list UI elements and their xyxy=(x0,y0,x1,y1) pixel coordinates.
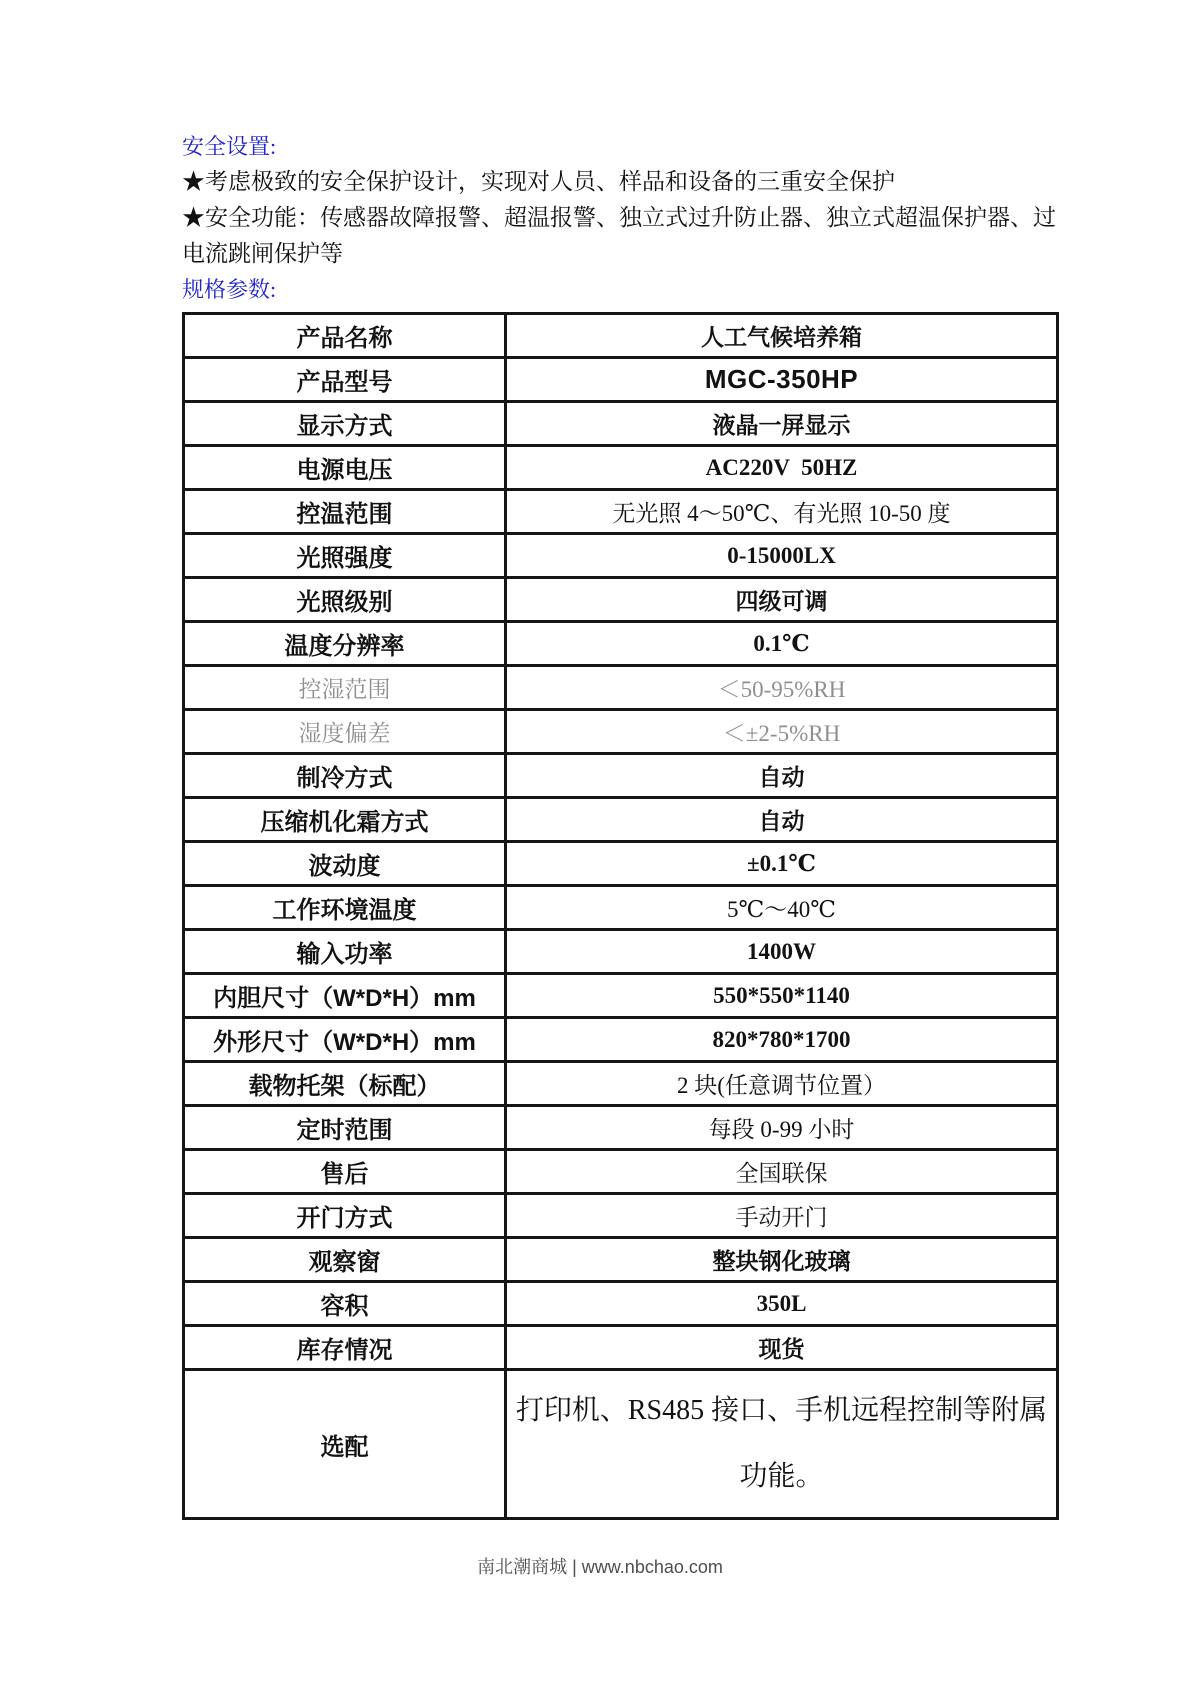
table-row xyxy=(185,447,1056,491)
table-row xyxy=(185,623,1056,667)
spec-value-cell: 全国联保 xyxy=(735,1161,828,1186)
spec-label-cell: 压缩机化霜方式 xyxy=(185,799,507,840)
safety-settings-heading: 安全设置: xyxy=(182,134,277,159)
spec-label-cell: 制冷方式 xyxy=(185,755,507,796)
spec-value-cell: ＜50-95%RH xyxy=(717,677,846,702)
spec-value-cell: 0-15000LX xyxy=(727,542,836,568)
spec-label-cell: 容积 xyxy=(185,1283,507,1324)
spec-value-cell: 自动 xyxy=(758,808,805,834)
spec-value-cell: 820*780*1700 xyxy=(712,1026,851,1052)
spec-value-cell: MGC-350HP xyxy=(704,364,859,394)
spec-label-cell: 显示方式 xyxy=(185,403,507,444)
table-row xyxy=(185,1327,1056,1371)
safety-bullet-1: ★考虑极致的安全保护设计，实现对人员、样品和设备的三重安全保护 xyxy=(182,169,895,194)
spec-value-cell: 每段 0-99 小时 xyxy=(708,1117,855,1142)
spec-label-cell: 售后 xyxy=(185,1151,507,1192)
spec-value-cell: ±0.1℃ xyxy=(747,851,816,876)
spec-label-cell: 工作环境温度 xyxy=(185,887,507,928)
safety-bullet-2: ★安全功能：传感器故障报警、超温报警、独立式过升防止器、独立式超温保护器、过电流跳闸保护等 xyxy=(182,205,1056,266)
table-row xyxy=(185,843,1056,887)
spec-label-cell: 控温范围 xyxy=(185,491,507,532)
spec-label-cell: 开门方式 xyxy=(185,1195,507,1236)
spec-value-cell: 打印机、RS485 接口、手机远程控制等附属功能。 xyxy=(515,1395,1048,1492)
spec-value-cell: 液晶一屏显示 xyxy=(712,412,851,438)
table-row xyxy=(185,579,1056,623)
spec-label-cell: 波动度 xyxy=(185,843,507,884)
spec-value-cell: 0.1℃ xyxy=(753,631,810,656)
table-row xyxy=(185,1151,1056,1195)
spec-value-cell: 1400W xyxy=(747,938,816,964)
table-row xyxy=(185,1283,1056,1327)
spec-table xyxy=(182,312,1059,1520)
spec-label-cell: 光照级别 xyxy=(185,579,507,620)
table-row xyxy=(185,1239,1056,1283)
table-row xyxy=(185,1019,1056,1063)
spec-value-cell: 2 块(任意调节位置） xyxy=(677,1073,886,1098)
table-row xyxy=(185,1107,1056,1151)
table-row xyxy=(185,711,1056,755)
spec-value-cell: 自动 xyxy=(758,764,805,790)
spec-label-cell: 温度分辨率 xyxy=(185,623,507,664)
spec-value-cell: 四级可调 xyxy=(735,588,828,614)
spec-label-cell: 选配 xyxy=(185,1371,507,1517)
spec-label-cell: 产品名称 xyxy=(185,315,507,356)
spec-label-cell: 库存情况 xyxy=(185,1327,507,1368)
spec-label-cell: 湿度偏差 xyxy=(185,711,507,752)
table-row xyxy=(185,755,1056,799)
spec-label-cell: 内胆尺寸（W*D*H）mm xyxy=(185,975,507,1016)
spec-value-cell: 整块钢化玻璃 xyxy=(712,1248,851,1274)
spec-value-cell: 人工气候培养箱 xyxy=(701,324,862,350)
document-body xyxy=(182,130,1060,1520)
table-row xyxy=(185,491,1056,535)
table-row xyxy=(185,315,1056,359)
spec-label-cell: 外形尺寸（W*D*H）mm xyxy=(185,1019,507,1060)
spec-label-cell: 产品型号 xyxy=(185,359,507,400)
footer-site-credit: 南北潮商城 | www.nbchao.com xyxy=(477,1557,723,1577)
table-row xyxy=(185,931,1056,975)
table-row xyxy=(185,1063,1056,1107)
spec-label-cell: 控湿范围 xyxy=(185,667,507,708)
spec-value-cell: 550*550*1140 xyxy=(713,982,850,1008)
spec-value-cell: AC220V 50HZ xyxy=(705,454,858,480)
spec-label-cell: 电源电压 xyxy=(185,447,507,488)
table-row xyxy=(185,1371,1056,1517)
spec-label-cell: 输入功率 xyxy=(185,931,507,972)
table-row xyxy=(185,403,1056,447)
spec-label-cell: 观察窗 xyxy=(185,1239,507,1280)
table-row xyxy=(185,887,1056,931)
table-row xyxy=(185,975,1056,1019)
spec-value-cell: ＜±2-5%RH xyxy=(722,721,841,746)
table-row xyxy=(185,359,1056,403)
spec-label-cell: 光照强度 xyxy=(185,535,507,576)
spec-value-cell: 现货 xyxy=(758,1336,805,1362)
table-row xyxy=(185,535,1056,579)
spec-label-cell: 载物托架（标配） xyxy=(185,1063,507,1104)
table-row xyxy=(185,799,1056,843)
spec-value-cell: 5℃～40℃ xyxy=(727,897,836,922)
spec-value-cell: 350L xyxy=(756,1290,807,1316)
spec-value-cell: 无光照 4～50℃、有光照 10-50 度 xyxy=(612,501,951,526)
spec-label-cell: 定时范围 xyxy=(185,1107,507,1148)
table-row xyxy=(185,667,1056,711)
table-row xyxy=(185,1195,1056,1239)
spec-params-heading: 规格参数: xyxy=(182,277,277,302)
spec-value-cell: 手动开门 xyxy=(735,1205,828,1230)
